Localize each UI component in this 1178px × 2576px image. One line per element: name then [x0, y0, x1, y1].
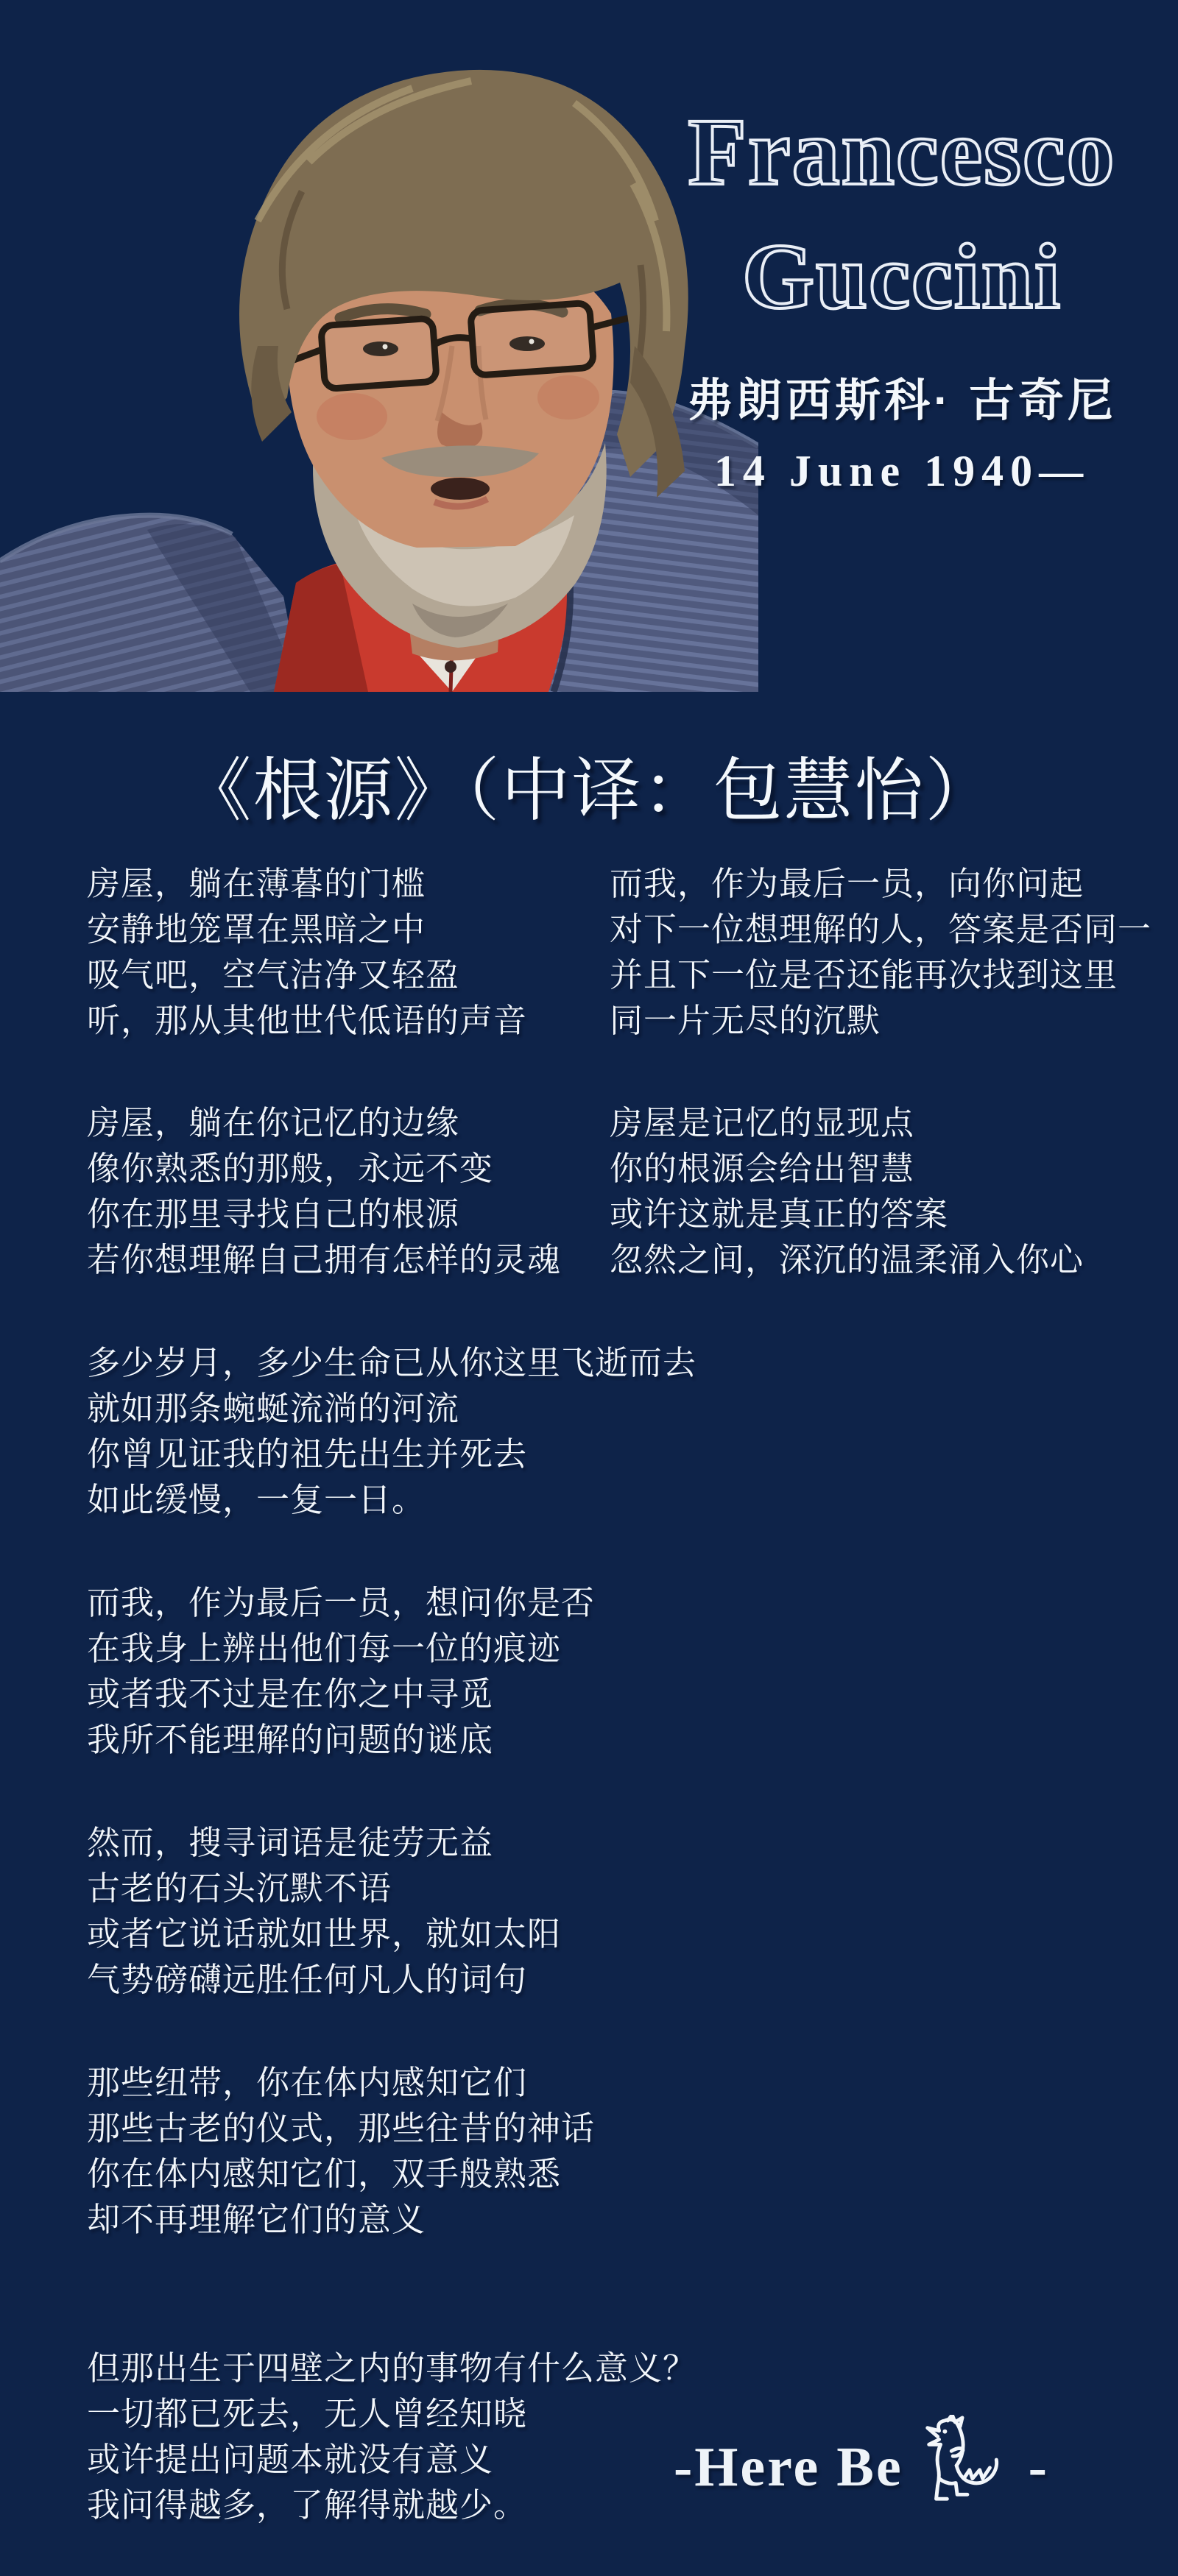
artist-name: [626, 81, 1178, 339]
stanza-1-left: [87, 861, 527, 1044]
stanza-5: [87, 1820, 561, 2003]
poem-line: 安静地笼罩在黑暗之中: [87, 910, 426, 948]
poem-line: 多少岁月，多少生命已从你这里飞逝而去: [87, 1344, 697, 1381]
poem-line: 你的根源会给出智慧: [610, 1150, 915, 1187]
poem-line: 房屋是记忆的显现点: [610, 1104, 915, 1142]
poem-line: 或者它说话就如世界，就如太阳: [87, 1915, 562, 1953]
portrait-jacket: [0, 515, 302, 692]
artist-dates: 14 June 1940—: [713, 447, 1090, 495]
poem-line: 而我，作为最后一员，向你问起: [610, 865, 1084, 902]
poem-line: 在我身上辨出他们每一位的痕迹: [87, 1630, 562, 1667]
poem-line: 一切都已死去，无人曾经知晓: [87, 2395, 528, 2432]
poem-line: 听，那从其他世代低语的声音: [87, 1002, 528, 1039]
signature: [674, 2425, 1049, 2509]
poem-line: 但那出生于四壁之内的事物有什么意义？: [87, 2349, 697, 2387]
poem-line: 你在那里寻找自己的根源: [87, 1195, 460, 1233]
poem-line: 而我，作为最后一员，想问你是否: [87, 1584, 596, 1621]
poem-line: 若你想理解自己拥有怎样的灵魂: [87, 1241, 562, 1278]
poem-line: 同一片无尽的沉默: [610, 1002, 881, 1039]
poem-line: 我所不能理解的问题的谜底: [87, 1721, 494, 1758]
poem-line: 那些纽带，你在体内感知它们: [87, 2064, 528, 2101]
poem-title: 《根源》（中译：包慧怡）: [182, 753, 996, 829]
portrait-button: [445, 661, 456, 673]
stanza-1-right: [610, 861, 1151, 1044]
poem-line: 就如那条蜿蜒流淌的河流: [87, 1390, 460, 1427]
portrait-mouth: [431, 478, 490, 500]
poem-line: 对下一位想理解的人，答案是否同一: [610, 910, 1152, 948]
signature-suffix: -: [1028, 2435, 1049, 2498]
poem-line: 或许这就是真正的答案: [610, 1195, 949, 1233]
poem-line: 房屋，躺在你记忆的边缘: [87, 1104, 460, 1142]
poem-line: 然而，搜寻词语是徒劳无益: [87, 1824, 494, 1861]
poem-line: 像你熟悉的那般，永远不变: [87, 1150, 494, 1187]
artist-name-line2: Guccini: [741, 226, 1062, 328]
poem-line: 并且下一位是否还能再次找到这里: [610, 956, 1118, 994]
poem-line: 却不再理解它们的意义: [87, 2201, 426, 2238]
signature-prefix: -Here Be: [674, 2435, 903, 2498]
stanza-2-left: [87, 1100, 561, 1283]
poem-line: 气势磅礴远胜任何凡人的词句: [87, 1961, 528, 1998]
poem-line: 或许提出问题本就没有意义: [87, 2441, 494, 2478]
poem-line: 我问得越多，了解得就越少。: [87, 2486, 528, 2524]
poem-line: 房屋，躺在薄暮的门槛: [87, 865, 426, 902]
artist-name-cn: 弗朗西斯科· 古奇尼: [687, 375, 1117, 426]
stanza-4: [87, 1580, 595, 1763]
stanza-2-right: [610, 1100, 1084, 1283]
dragon-doodle-icon: [923, 2415, 1004, 2509]
poem-line: 那些古老的仪式，那些往昔的神话: [87, 2109, 596, 2147]
stanza-7: [87, 2346, 696, 2528]
poem-line: 或者我不过是在你之中寻觅: [87, 1675, 494, 1713]
poem-line: 你曾见证我的祖先出生并死去: [87, 1435, 528, 1473]
poem-line: 吸气吧，空气洁净又轻盈: [87, 956, 460, 994]
poem-line: 忽然之间，深沉的温柔涌入你心: [610, 1241, 1084, 1278]
stanza-6: [87, 2060, 595, 2243]
poem-line: 古老的石头沉默不语: [87, 1869, 392, 1907]
poem-line: 如此缓慢，一复一日。: [87, 1481, 426, 1518]
artist-name-line1: Francesco: [688, 99, 1116, 205]
poem-line: 你在体内感知它们，双手般熟悉: [87, 2155, 562, 2193]
stanza-3: [87, 1340, 696, 1523]
